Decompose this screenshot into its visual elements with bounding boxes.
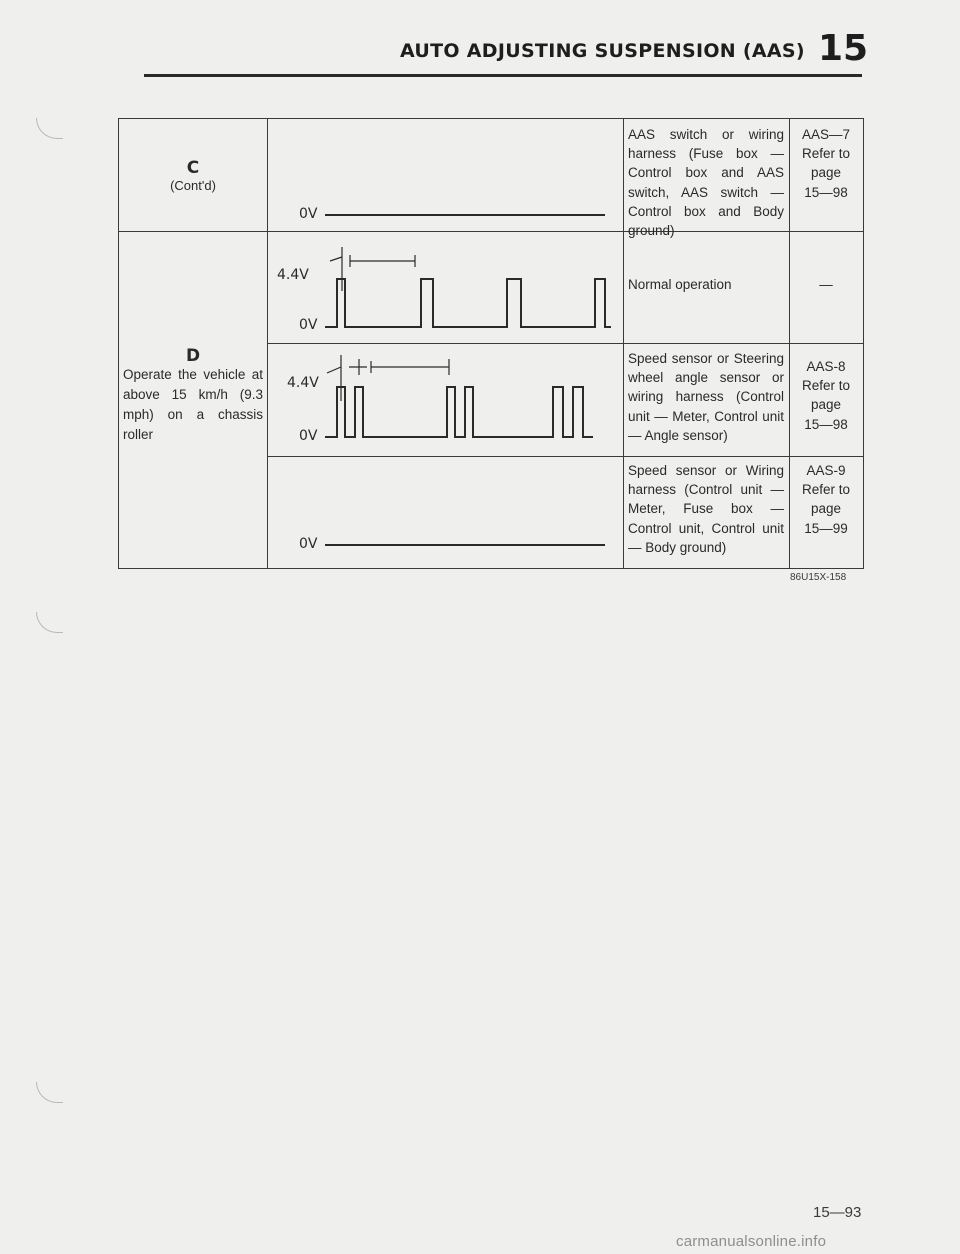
reference-cell-d-normal xyxy=(789,275,863,294)
reference-page: 15—98 xyxy=(804,416,848,432)
pulse-waveform-normal xyxy=(267,231,623,343)
condition-text: (Cont'd) xyxy=(170,178,216,193)
condition-cell-c xyxy=(119,119,267,231)
reference-code: AAS-9 xyxy=(806,463,846,478)
figure-code: 86U15X-158 xyxy=(790,572,847,583)
section-number: 15 xyxy=(818,28,869,69)
cause-cell-d-sensor xyxy=(623,349,789,445)
cause-text: Speed sensor or Steering wheel angle sensor or wiring harness (Control unit — Meter, Control unit — Angle sensor) xyxy=(628,351,784,443)
reference-refer: Refer to xyxy=(801,146,851,162)
reference-dash: — xyxy=(819,277,833,292)
reference-code: AAS-8 xyxy=(806,359,846,374)
margin-mark-decoration xyxy=(36,612,63,633)
cause-text: AAS switch or wiring harness (Fuse box — Control box and AAS switch, AAS switch — Control box and Body ground) xyxy=(628,127,784,239)
diagnosis-table xyxy=(118,118,864,569)
margin-mark-decoration xyxy=(36,118,63,139)
condition-text: Operate the vehicle at above 15 km/h (9.3 mph) on a chassis roller xyxy=(123,367,263,442)
condition-letter: C xyxy=(186,158,200,178)
reference-cell-c xyxy=(789,125,863,202)
cause-text: Speed sensor or Wiring harness (Control unit — Meter, Fuse box — Control unit, Control unit — Body ground) xyxy=(628,463,784,555)
condition-letter: D xyxy=(185,346,201,366)
page-title: AUTO ADJUSTING SUSPENSION (AAS) xyxy=(400,40,805,62)
watermark-text: carmanualsonline.info xyxy=(676,1233,827,1250)
reference-page-word: page xyxy=(810,501,842,517)
condition-cell-d xyxy=(119,231,267,568)
flat-waveform xyxy=(267,456,623,568)
waveform-cell-c xyxy=(267,119,623,231)
cause-cell-c xyxy=(623,125,789,240)
header-rule xyxy=(144,74,862,77)
reference-cell-d-sensor xyxy=(789,357,863,434)
voltage-label-high: 4.4V xyxy=(287,375,319,391)
reference-refer: Refer to xyxy=(801,378,851,394)
reference-refer: Refer to xyxy=(801,482,851,498)
reference-code: AAS—7 xyxy=(801,127,851,142)
voltage-label-high: 4.4V xyxy=(277,267,309,283)
waveform-cell-d-sensor xyxy=(267,343,623,456)
reference-page-word: page xyxy=(810,165,842,181)
reference-page-word: page xyxy=(810,397,842,413)
reference-cell-d-nosignal xyxy=(789,461,863,538)
voltage-label-low: 0V xyxy=(299,428,318,444)
waveform-cell-d-normal xyxy=(267,231,623,343)
cause-cell-d-normal xyxy=(623,275,789,294)
page-header xyxy=(0,28,960,78)
voltage-label-low: 0V xyxy=(299,536,318,552)
voltage-label-low: 0V xyxy=(299,317,318,333)
pulse-waveform-fault xyxy=(267,343,623,456)
voltage-label-low: 0V xyxy=(299,206,318,222)
reference-page: 15—99 xyxy=(804,520,848,536)
reference-page: 15—98 xyxy=(804,184,848,200)
cause-cell-d-nosignal xyxy=(623,461,789,557)
margin-mark-decoration xyxy=(36,1082,63,1103)
cause-text: Normal operation xyxy=(628,277,732,292)
page-number: 15—93 xyxy=(813,1204,862,1221)
flat-waveform xyxy=(267,119,623,231)
waveform-cell-d-nosignal xyxy=(267,456,623,568)
